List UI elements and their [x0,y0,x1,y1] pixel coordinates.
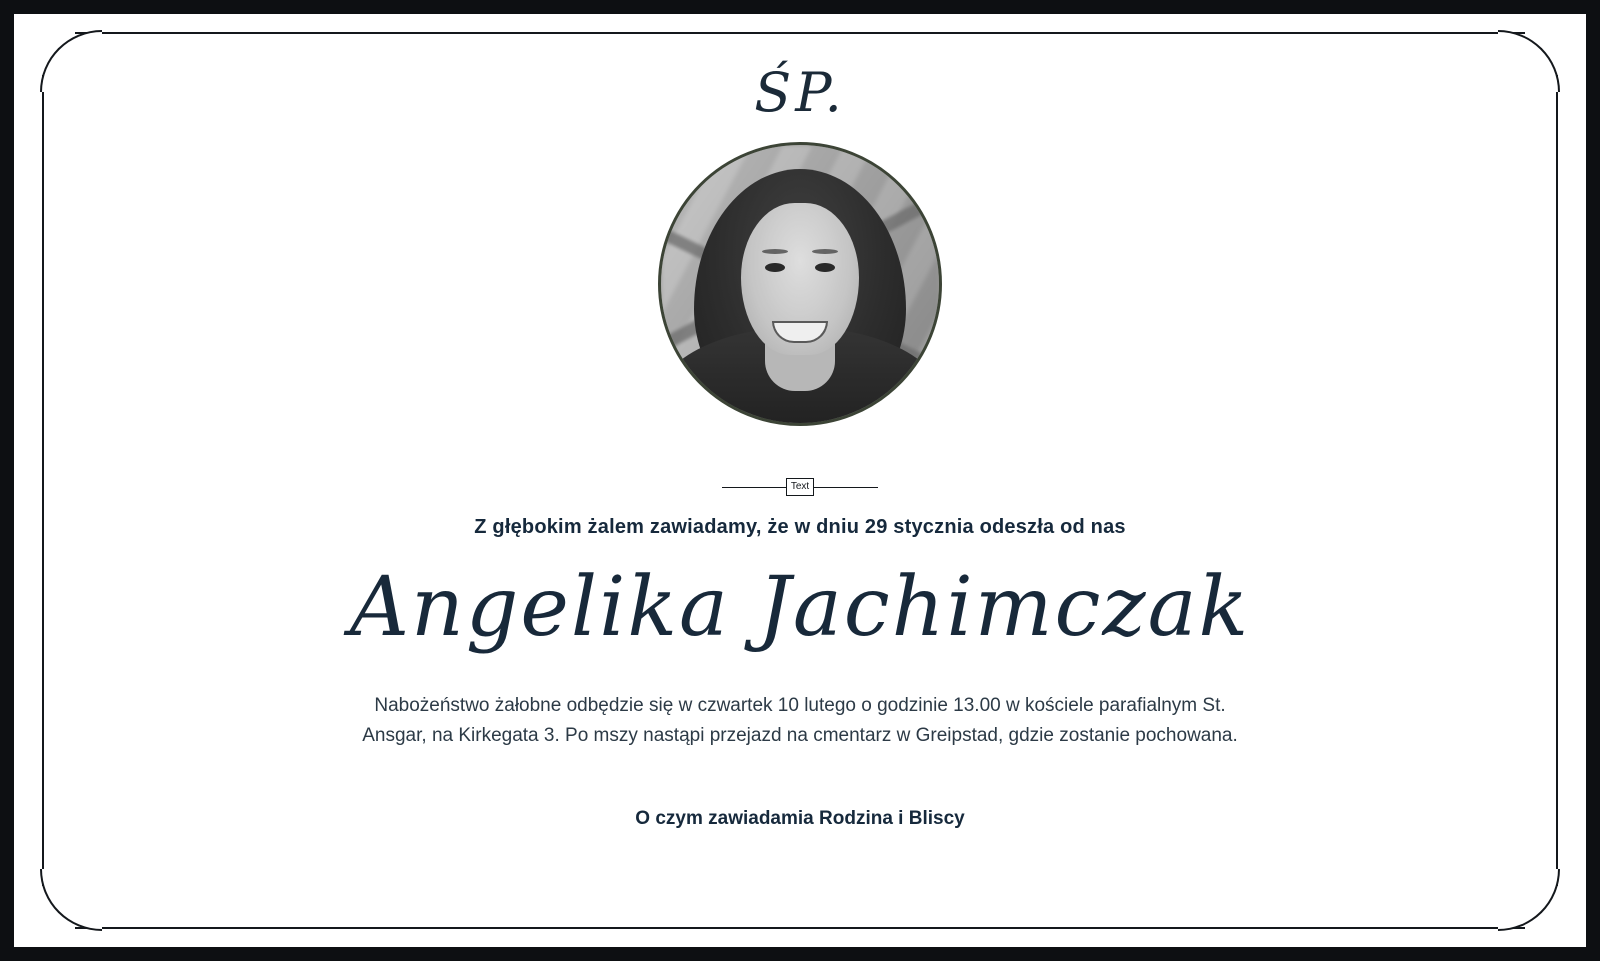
portrait-photo [661,145,939,423]
portrait-brow-left [762,249,788,254]
portrait-brow-right [812,249,838,254]
portrait-eye-right [815,263,835,272]
deceased-name: Angelika Jachimczak [349,560,1251,655]
portrait-eye-left [765,263,785,272]
divider [722,474,878,500]
service-details: Nabożeństwo żałobne odbędzie się w czwartek 10 lutego o godzinie 13.00 w kościele parafialnym St. Ansgar, na Kirkegata 3. Po mszy nastąpi przejazd na cmentarz w Greipstad, gdzie zostanie pochowana. [362,695,1238,746]
honorific-label: ŚP. [754,61,846,124]
text-placeholder-chip[interactable]: Text [786,478,814,496]
card-paper [14,14,1586,947]
portrait-frame [658,142,942,426]
family-signature: O czym zawiadamia Rodzina i Bliscy [635,807,965,829]
card-content [14,14,1586,947]
announcement-lead: Z głębokim żalem zawiadamy, że w dniu 29 stycznia odeszła od nas [474,516,1126,538]
